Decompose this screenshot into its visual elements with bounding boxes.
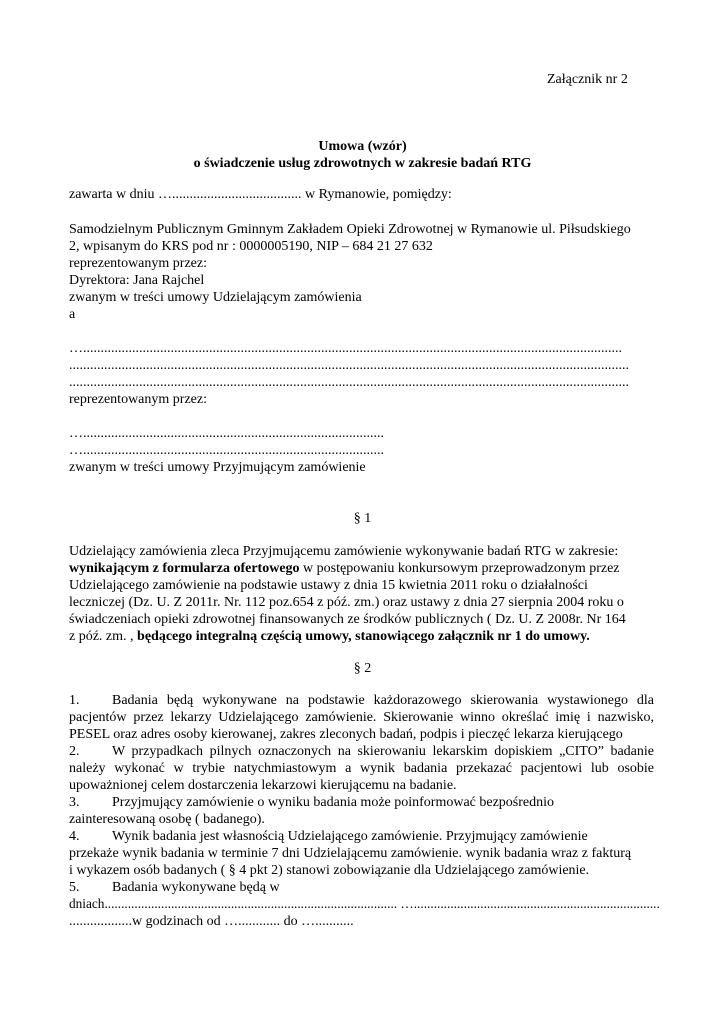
party1-represented: reprezentowanym przez: [69, 256, 207, 271]
section2-point-4-line-3: i wykazem osób badanych ( § 4 pkt 2) stanowi zobowiązanie dla Udzielającego zamówienie. [69, 863, 590, 878]
and-conjunction: a [69, 307, 76, 322]
party2-called: zwanym w treści umowy Przyjmującym zamówienie [69, 460, 366, 475]
party2-dots-3: ................................................................................................................................................................ [69, 375, 629, 390]
point-text: W przypadkach pilnych oznaczonych na skierowaniu lekarskim dopiskiem „CITO” badanie [112, 744, 654, 759]
party1-line-2: 2, wpisanym do KRS pod nr : 0000005190, NIP – 684 21 27 632 [69, 239, 433, 254]
party1-called: zwanym w treści umowy Udzielającym zamówienia [69, 290, 362, 305]
section1-line-5: świadczeniach opieki zdrowotnej finansowanych ze środków publicznych ( Dz. U. Z 2008r. Nr 164 [69, 612, 626, 627]
point-text: Badania wykonywane będą w [112, 880, 280, 895]
section2-point-1-line-1 [69, 692, 654, 709]
party2-dots-1: ….......................................................................................................................................................... [69, 341, 622, 356]
section2-point-4-line-1 [69, 828, 588, 845]
section2-point-4-line-2: przekaże wynik badania w terminie 7 dni Udzielającemu zamówienie. wynik badania wraz z fakturą [69, 846, 632, 861]
party2-dots-2: ................................................................................................................................................................ [69, 358, 629, 373]
section1-line-6 [69, 628, 590, 645]
point-number: 2. [69, 744, 80, 759]
section1-heading: § 1 [353, 511, 372, 526]
section2-point-5-line-3: ..................w godzinach od …............ do …........... [69, 914, 354, 929]
point-text: Wynik badania jest własnością Udzielającego zamówienie. Przyjmujący zamówienie [112, 829, 588, 844]
section2-point-1-line-3: PESEL oraz adres osoby kierowanej, zakres zleconych badań, podpis i pieczęć lekarza kierującego [69, 727, 623, 742]
section2-point-1-line-2: pacjentów przez lekarzy Udzielającego zamówienie. Skierowanie winno określać imię i nazwisko, [69, 710, 654, 725]
party2-rep-dots-1: …...................................................................................... [69, 426, 384, 441]
section2-point-2-line-1 [69, 743, 654, 760]
party1-line-1: Samodzielnym Publicznym Gminnym Zakładem Opieki Zdrowotnej w Rymanowie ul. Piłsudskiego [69, 222, 631, 237]
point-number: 5. [69, 880, 80, 895]
point-number: 3. [69, 795, 80, 810]
section1-line-1: Udzielający zamówienia zleca Przyjmującemu zamówienie wykonywanie badań RTG w zakresie: [69, 544, 619, 559]
section1-line-6-start: z póź. zm. , [69, 629, 138, 644]
section2-point-3-line-1 [69, 794, 554, 811]
section2-point-5-line-1 [69, 879, 280, 896]
section1-line-2-rest: w postępowaniu konkursowym przeprowadzonym przez [299, 561, 620, 576]
point-number: 1. [69, 693, 80, 708]
section1-line-3: Udzielającego zamówienie na podstawie ustawy z dnia 15 kwietnia 2011 roku o działalności [69, 578, 588, 593]
annex-label: Załącznik nr 2 [547, 72, 628, 87]
section1-annex-bold: będącego integralną częścią umowy, stanowiącego załącznik nr 1 do umowy. [137, 629, 590, 644]
title-line-1: Umowa (wzór) [318, 139, 407, 154]
section1-offer-bold: wynikającym z formularza ofertowego [69, 561, 300, 576]
concluded-date-line: zawarta w dniu …..................................... w Rymanowie, pomiędzy: [69, 187, 452, 202]
section1-line-4: leczniczej (Dz. U. Z 2011r. Nr. 112 poz.654 z póź. zm.) oraz ustawy z dnia 27 sierpnia 2004 roku o [69, 595, 624, 610]
section2-point-3-line-2: zainteresowaną osobę ( badanego). [69, 812, 265, 827]
party1-director: Dyrektora: Jana Rajchel [69, 273, 205, 288]
point-text: Badania będą wykonywane na podstawie każdorazowego skierowania wystawionego dla [112, 693, 654, 708]
section2-point-2-line-3: upoważnionej celem dostarczenia lekarzowi kierującemu na badanie. [69, 778, 457, 793]
party2-rep-dots-2: …...................................................................................... [69, 443, 384, 458]
section1-line-2 [69, 560, 620, 577]
title-line-2: o świadczenie usług zdrowotnych w zakresie badań RTG [193, 156, 532, 171]
party2-represented: reprezentowanym przez: [69, 392, 207, 407]
section2-heading: § 2 [353, 661, 372, 676]
section2-point-2-line-2: należy wykonać w trybie natychmiastowym a wynik badania przekazać pacjentowi lub osobie [69, 761, 654, 776]
point-text: Przyjmujący zamówienie o wyniku badania może poinformować bezpośrednio [112, 795, 555, 810]
point-number: 4. [69, 829, 80, 844]
section2-point-5-line-2: dniach........................................................................................ ….......................................................................... [69, 897, 660, 912]
